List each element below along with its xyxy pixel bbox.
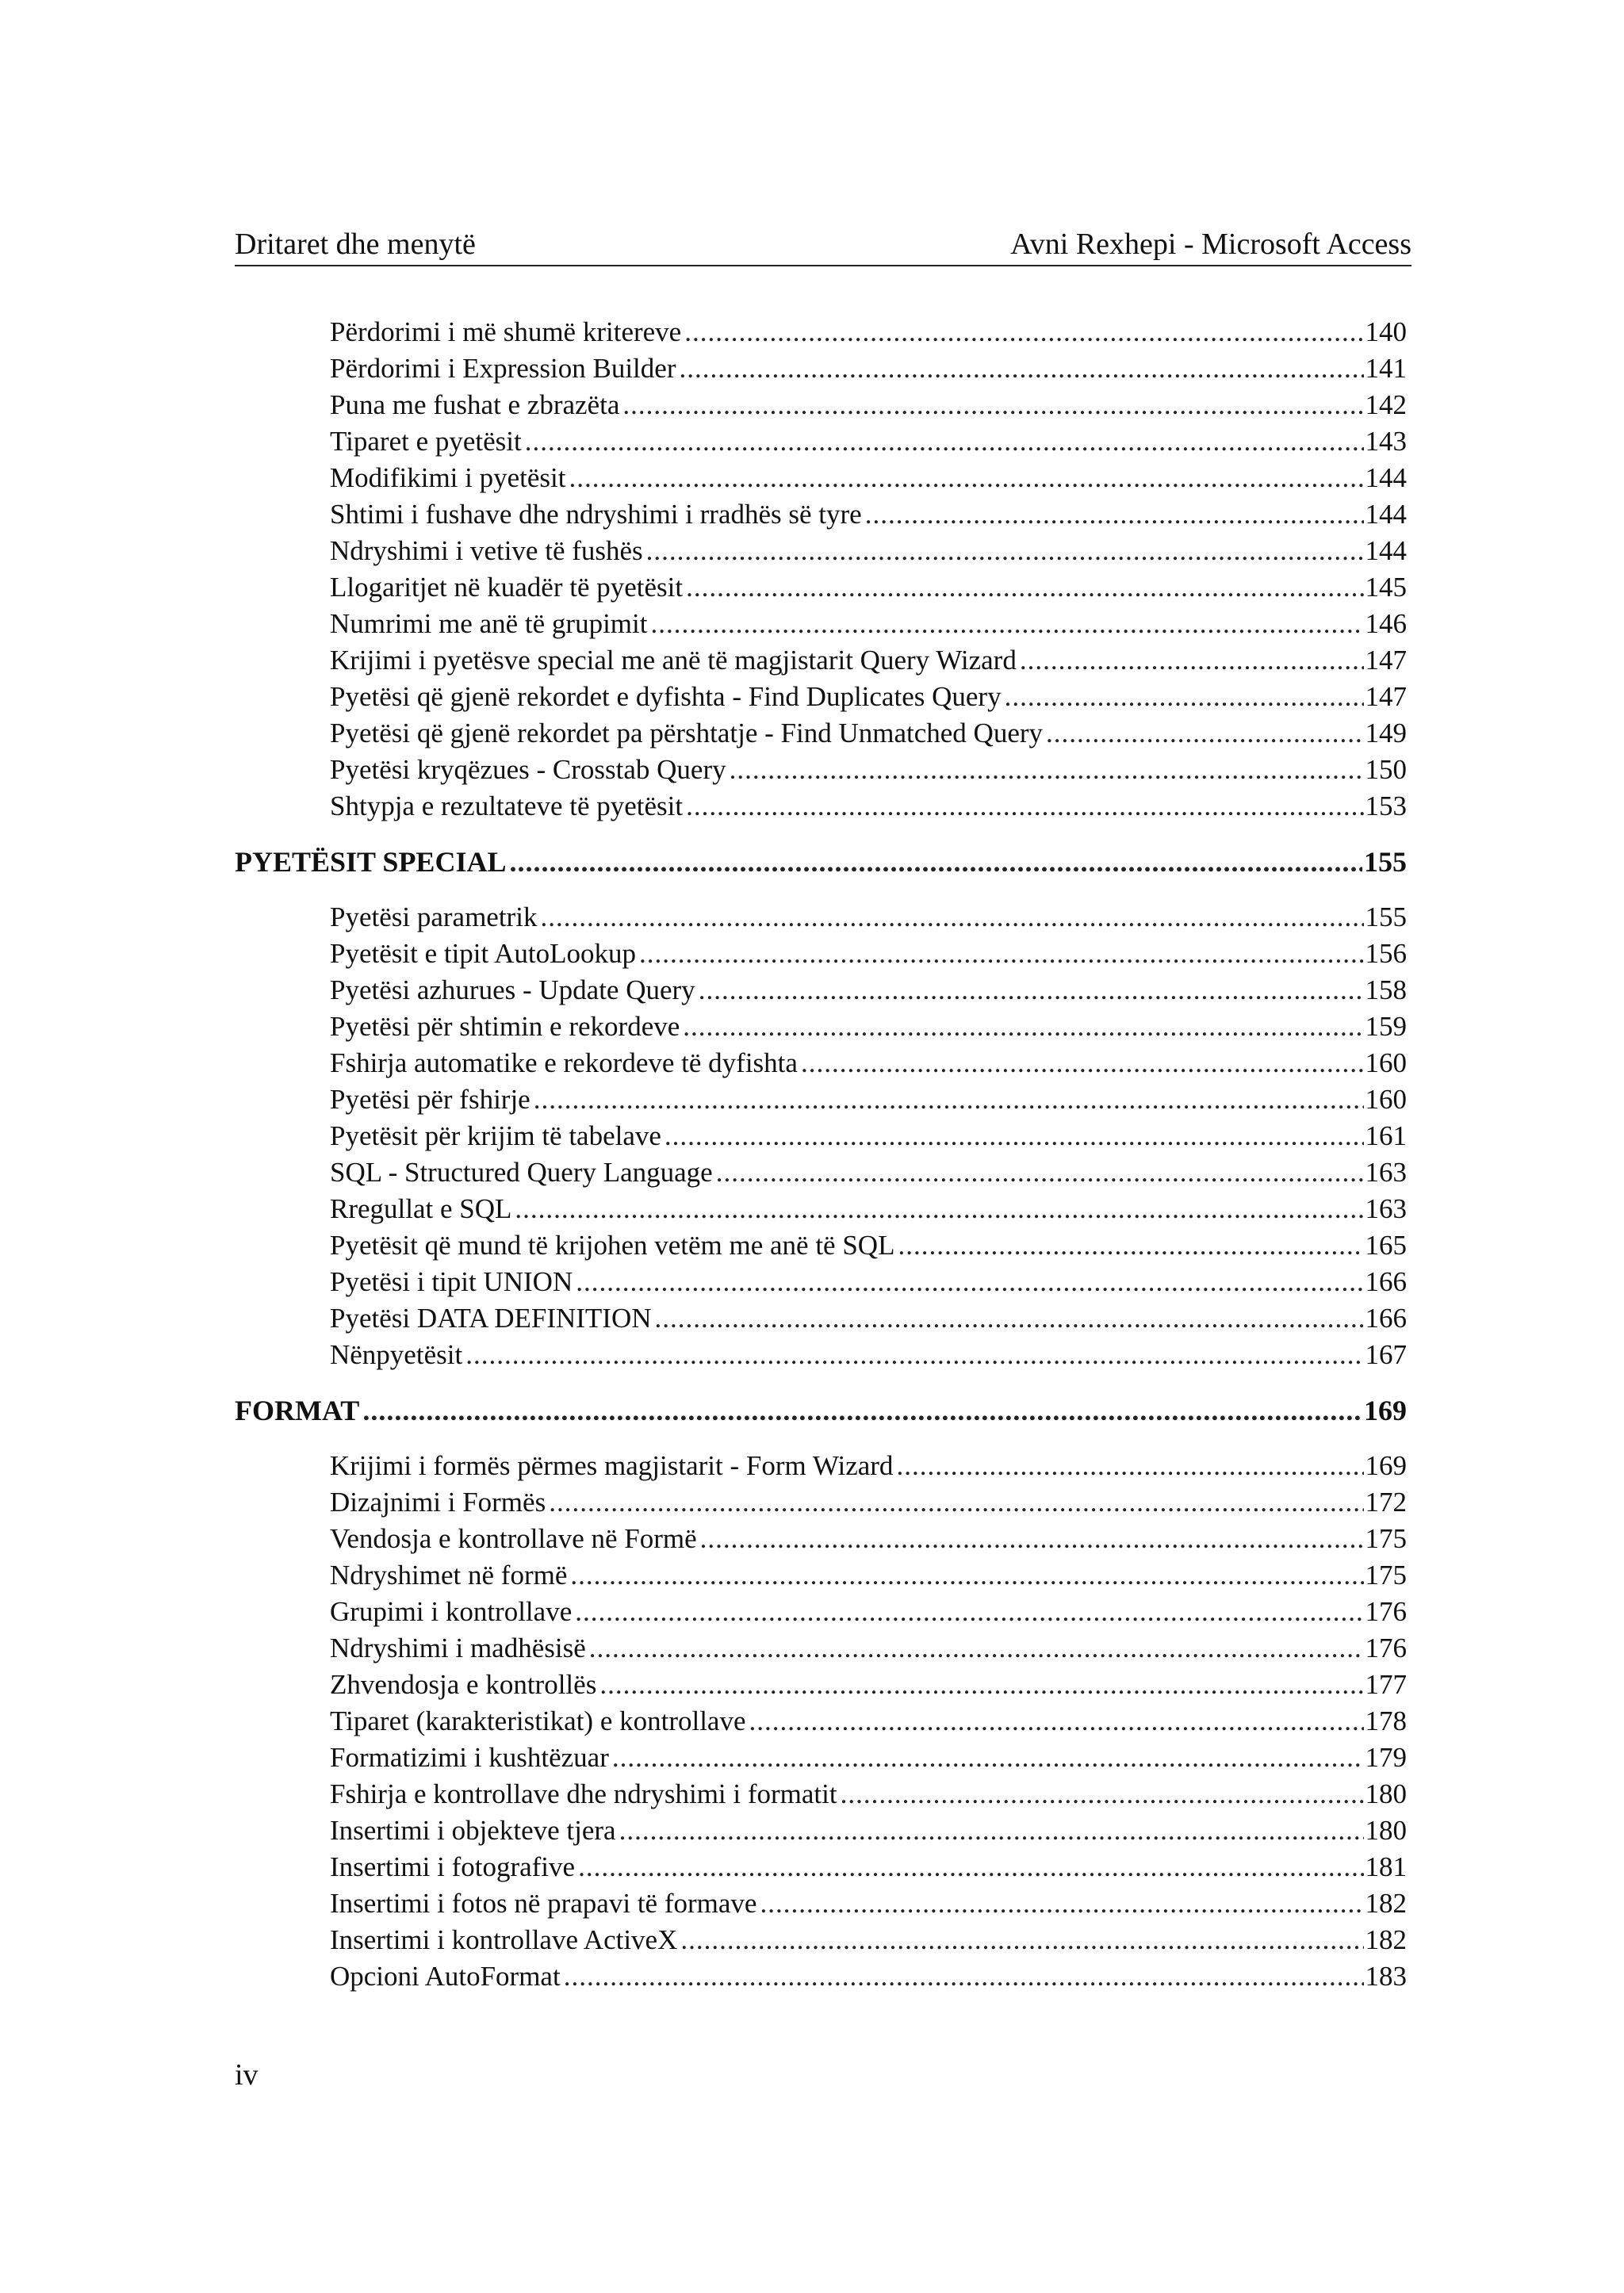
dot-leader — [716, 1154, 1364, 1191]
toc-entry — [330, 1045, 1407, 1081]
toc-entry-title: Modifikimi i pyetësit — [330, 462, 566, 493]
toc-entry-title: Zhvendosja e kontrollës — [330, 1669, 597, 1700]
toc-entry-page: 169 — [1365, 1450, 1407, 1481]
toc-entry-page: 163 — [1365, 1193, 1407, 1224]
toc-entry-title: Insertimi i kontrollave ActiveX — [330, 1924, 678, 1955]
dot-leader — [1005, 679, 1364, 715]
toc-entry-title: Përdorimi i më shumë kritereve — [330, 316, 682, 347]
dot-leader — [1046, 715, 1363, 752]
toc-entry — [330, 1337, 1407, 1373]
toc-entry — [330, 1227, 1407, 1264]
toc-entry-page: 150 — [1365, 754, 1407, 785]
dot-leader — [465, 1337, 1363, 1373]
header-chapter-title: Dritaret dhe menytë — [235, 228, 476, 261]
dot-leader — [540, 899, 1363, 936]
toc-entry — [330, 1081, 1407, 1118]
toc-entry-title: Fshirja e kontrollave dhe ndryshimi i formatit — [330, 1778, 837, 1809]
toc-entry-page: 155 — [1365, 902, 1407, 932]
dot-leader — [570, 1557, 1363, 1594]
dot-leader — [686, 788, 1363, 825]
toc-entry — [330, 752, 1407, 788]
toc-entry-title: Pyetësit për krijim të tabelave — [330, 1120, 661, 1151]
toc-entry — [330, 423, 1407, 460]
toc-entry-title: Insertimi i fotografive — [330, 1851, 576, 1882]
toc-entry-title: Insertimi i fotos në prapavi të formave — [330, 1888, 757, 1919]
toc-entry — [330, 460, 1407, 496]
toc-entry-title: Krijimi i pyetësve special me anë të magjistarit Query Wizard — [330, 645, 1017, 676]
toc-chapter-entry — [235, 844, 1407, 880]
toc-entry-title: Rregullat e SQL — [330, 1193, 512, 1224]
header-book-title: Avni Rexhepi - Microsoft Access — [1010, 228, 1411, 261]
toc-entry-title: Ndryshimet në formë — [330, 1560, 568, 1591]
dot-leader — [1020, 642, 1364, 679]
toc-entry — [330, 899, 1407, 936]
toc-entry — [330, 387, 1407, 423]
toc-entry-title: Ndryshimi i vetive të fushës — [330, 535, 643, 566]
toc-entry-title: Pyetësi që gjenë rekordet e dyfishta - Find Duplicates Query — [330, 681, 1002, 712]
dot-leader — [841, 1776, 1364, 1813]
toc-entry-title: Vendosja e kontrollave në Formë — [330, 1523, 697, 1554]
toc-entry — [330, 1776, 1407, 1813]
dot-leader — [679, 350, 1363, 387]
toc-entry-page: 175 — [1365, 1523, 1407, 1554]
dot-leader — [896, 1448, 1363, 1484]
toc-entry — [330, 1484, 1407, 1521]
toc-entry — [330, 1849, 1407, 1885]
toc-entry — [330, 1630, 1407, 1667]
toc-entry-title: Opcioni AutoFormat — [330, 1961, 561, 1992]
dot-leader — [665, 1118, 1364, 1154]
toc-entry-title: Shtypja e rezultateve të pyetësit — [330, 790, 684, 821]
toc-entry-title: Shtimi i fushave dhe ndryshimi i rradhës së tyre — [330, 499, 862, 530]
toc-entry-title: Fshirja automatike e rekordeve të dyfishta — [330, 1047, 798, 1078]
toc-entry-title: Përdorimi i Expression Builder — [330, 353, 676, 384]
toc-entry — [330, 1813, 1407, 1849]
toc-entry-page: 140 — [1365, 316, 1407, 347]
toc-entry-page: 156 — [1365, 938, 1407, 969]
dot-leader — [700, 1521, 1364, 1557]
toc-entry — [330, 496, 1407, 533]
dot-leader — [362, 1392, 1362, 1429]
toc-entry — [330, 715, 1407, 752]
toc-entry-page: 180 — [1365, 1815, 1407, 1846]
toc-entry-page: 181 — [1365, 1851, 1407, 1882]
dot-leader — [569, 460, 1363, 496]
toc-chapter-entry — [235, 1392, 1407, 1429]
dot-leader — [575, 1594, 1363, 1630]
dot-leader — [760, 1885, 1363, 1922]
dot-leader — [578, 1849, 1363, 1885]
dot-leader — [612, 1740, 1364, 1776]
dot-leader — [646, 533, 1364, 569]
toc-entry — [330, 1557, 1407, 1594]
toc-entry — [330, 1594, 1407, 1630]
dot-leader — [549, 1484, 1363, 1521]
toc-entry — [330, 972, 1407, 1009]
toc-entry-title: FORMAT — [235, 1395, 360, 1426]
dot-leader — [801, 1045, 1364, 1081]
dot-leader — [509, 844, 1362, 880]
toc-entry-page: 149 — [1365, 718, 1407, 748]
toc-entry-title: Insertimi i objekteve tjera — [330, 1815, 616, 1846]
toc-entry-page: 167 — [1365, 1339, 1407, 1370]
toc-entry — [330, 1009, 1407, 1045]
toc-entry-title: Pyetësi DATA DEFINITION — [330, 1303, 652, 1334]
toc-entry-page: 169 — [1364, 1395, 1407, 1426]
toc-entry — [330, 1448, 1407, 1484]
toc-entry — [330, 314, 1407, 350]
toc-entry-page: 163 — [1365, 1157, 1407, 1188]
toc-entry-title: Pyetësi i tipit UNION — [330, 1266, 573, 1297]
dot-leader — [683, 1009, 1363, 1045]
toc-entry — [330, 1667, 1407, 1703]
toc-entry-page: 166 — [1365, 1303, 1407, 1334]
toc-entry-title: Pyetësi për fshirje — [330, 1084, 530, 1115]
toc-entry-page: 153 — [1365, 790, 1407, 821]
dot-leader — [534, 1081, 1364, 1118]
toc-entry-page: 147 — [1365, 645, 1407, 676]
toc-entry-title: Tiparet (karakteristikat) e kontrollave — [330, 1705, 746, 1736]
toc-entry-title: PYETËSIT SPECIAL — [235, 846, 507, 878]
toc-entry-page: 177 — [1365, 1669, 1407, 1700]
toc-entry — [330, 1154, 1407, 1191]
dot-leader — [622, 387, 1363, 423]
toc-entry-title: Pyetësi kryqëzues - Crosstab Query — [330, 754, 726, 785]
toc-entry-page: 144 — [1365, 535, 1407, 566]
toc-entry-page: 180 — [1365, 1778, 1407, 1809]
toc-entry — [330, 569, 1407, 606]
toc-entry-page: 160 — [1365, 1047, 1407, 1078]
dot-leader — [898, 1227, 1363, 1264]
toc-entry — [330, 1740, 1407, 1776]
toc-entry-title: Pyetësi që gjenë rekordet pa përshtatje - Find Unmatched Query — [330, 718, 1044, 748]
toc-entry-title: Pyetësi parametrik — [330, 902, 538, 932]
toc-entry-title: Nënpyetësit — [330, 1339, 463, 1370]
dot-leader — [619, 1813, 1364, 1849]
toc-entry-title: Tiparet e pyetësit — [330, 426, 522, 457]
toc-entry-page: 182 — [1365, 1888, 1407, 1919]
toc-entry-title: SQL - Structured Query Language — [330, 1157, 713, 1188]
toc-entry-page: 176 — [1365, 1633, 1407, 1663]
running-header — [235, 224, 1411, 266]
toc-entry-title: Llogaritjet në kuadër të pyetësit — [330, 572, 684, 603]
dot-leader — [599, 1667, 1363, 1703]
toc-entry-page: 165 — [1365, 1230, 1407, 1261]
toc-entry — [330, 936, 1407, 972]
toc-entry-title: Pyetësi azhurues - Update Query — [330, 974, 695, 1005]
toc-entry-page: 142 — [1365, 389, 1407, 420]
toc-entry — [330, 1118, 1407, 1154]
toc-entry-page: 147 — [1365, 681, 1407, 712]
toc-entry-title: Pyetësit e tipit AutoLookup — [330, 938, 636, 969]
dot-leader — [576, 1264, 1363, 1300]
dot-leader — [730, 752, 1364, 788]
toc-entry-title: Ndryshimi i madhësisë — [330, 1633, 586, 1663]
toc-entry — [330, 1300, 1407, 1337]
toc-entry — [330, 679, 1407, 715]
dot-leader — [655, 1300, 1364, 1337]
toc-entry-title: Dizajnimi i Formës — [330, 1487, 546, 1518]
toc-entry-page: 159 — [1365, 1011, 1407, 1042]
dot-leader — [589, 1630, 1364, 1667]
toc-entry-page: 144 — [1365, 499, 1407, 530]
toc-entry-title: Formatizimi i kushtëzuar — [330, 1742, 609, 1773]
toc-entry — [330, 533, 1407, 569]
toc-entry — [330, 1521, 1407, 1557]
dot-leader — [680, 1922, 1363, 1958]
dot-leader — [515, 1191, 1363, 1227]
toc-entry — [330, 350, 1407, 387]
toc-entry — [330, 642, 1407, 679]
page-number: iv — [235, 2058, 259, 2092]
toc-entry — [330, 1885, 1407, 1922]
toc-entry-page: 175 — [1365, 1560, 1407, 1591]
toc-entry-page: 178 — [1365, 1705, 1407, 1736]
toc-entry-page: 161 — [1365, 1120, 1407, 1151]
toc-entry — [330, 1703, 1407, 1740]
dot-leader — [684, 314, 1363, 350]
dot-leader — [686, 569, 1363, 606]
toc-entry-title: Pyetësi për shtimin e rekordeve — [330, 1011, 680, 1042]
toc-entry — [330, 788, 1407, 825]
toc-entry-title: Grupimi i kontrollave — [330, 1596, 573, 1627]
dot-leader — [699, 972, 1364, 1009]
dot-leader — [525, 423, 1364, 460]
toc-entry-page: 183 — [1365, 1961, 1407, 1992]
toc-entry-page: 145 — [1365, 572, 1407, 603]
toc-entry — [330, 1191, 1407, 1227]
toc-entry-page: 158 — [1365, 974, 1407, 1005]
toc-entry-page: 143 — [1365, 426, 1407, 457]
toc-entry-page: 182 — [1365, 1924, 1407, 1955]
toc-entry-page: 176 — [1365, 1596, 1407, 1627]
toc-entry — [330, 1922, 1407, 1958]
dot-leader — [639, 936, 1364, 972]
toc-entry-page: 155 — [1364, 846, 1407, 878]
toc-entry-page: 144 — [1365, 462, 1407, 493]
toc-entry-page: 166 — [1365, 1266, 1407, 1297]
toc-entry-page: 160 — [1365, 1084, 1407, 1115]
toc-entry-page: 179 — [1365, 1742, 1407, 1773]
dot-leader — [865, 496, 1364, 533]
dot-leader — [564, 1958, 1364, 1995]
toc-entry-page: 146 — [1365, 608, 1407, 639]
toc-entry-page: 172 — [1365, 1487, 1407, 1518]
dot-leader — [749, 1703, 1364, 1740]
toc-entry-page: 141 — [1365, 353, 1407, 384]
dot-leader — [650, 606, 1363, 642]
toc-entry-title: Pyetësit që mund të krijohen vetëm me anë të SQL — [330, 1230, 895, 1261]
toc-entry — [330, 606, 1407, 642]
toc-entry-title: Krijimi i formës përmes magjistarit - Form Wizard — [330, 1450, 894, 1481]
toc-entry — [330, 1264, 1407, 1300]
toc-entry-title: Numrimi me anë të grupimit — [330, 608, 648, 639]
toc-entry-title: Puna me fushat e zbrazëta — [330, 389, 620, 420]
toc-entry — [330, 1958, 1407, 1995]
